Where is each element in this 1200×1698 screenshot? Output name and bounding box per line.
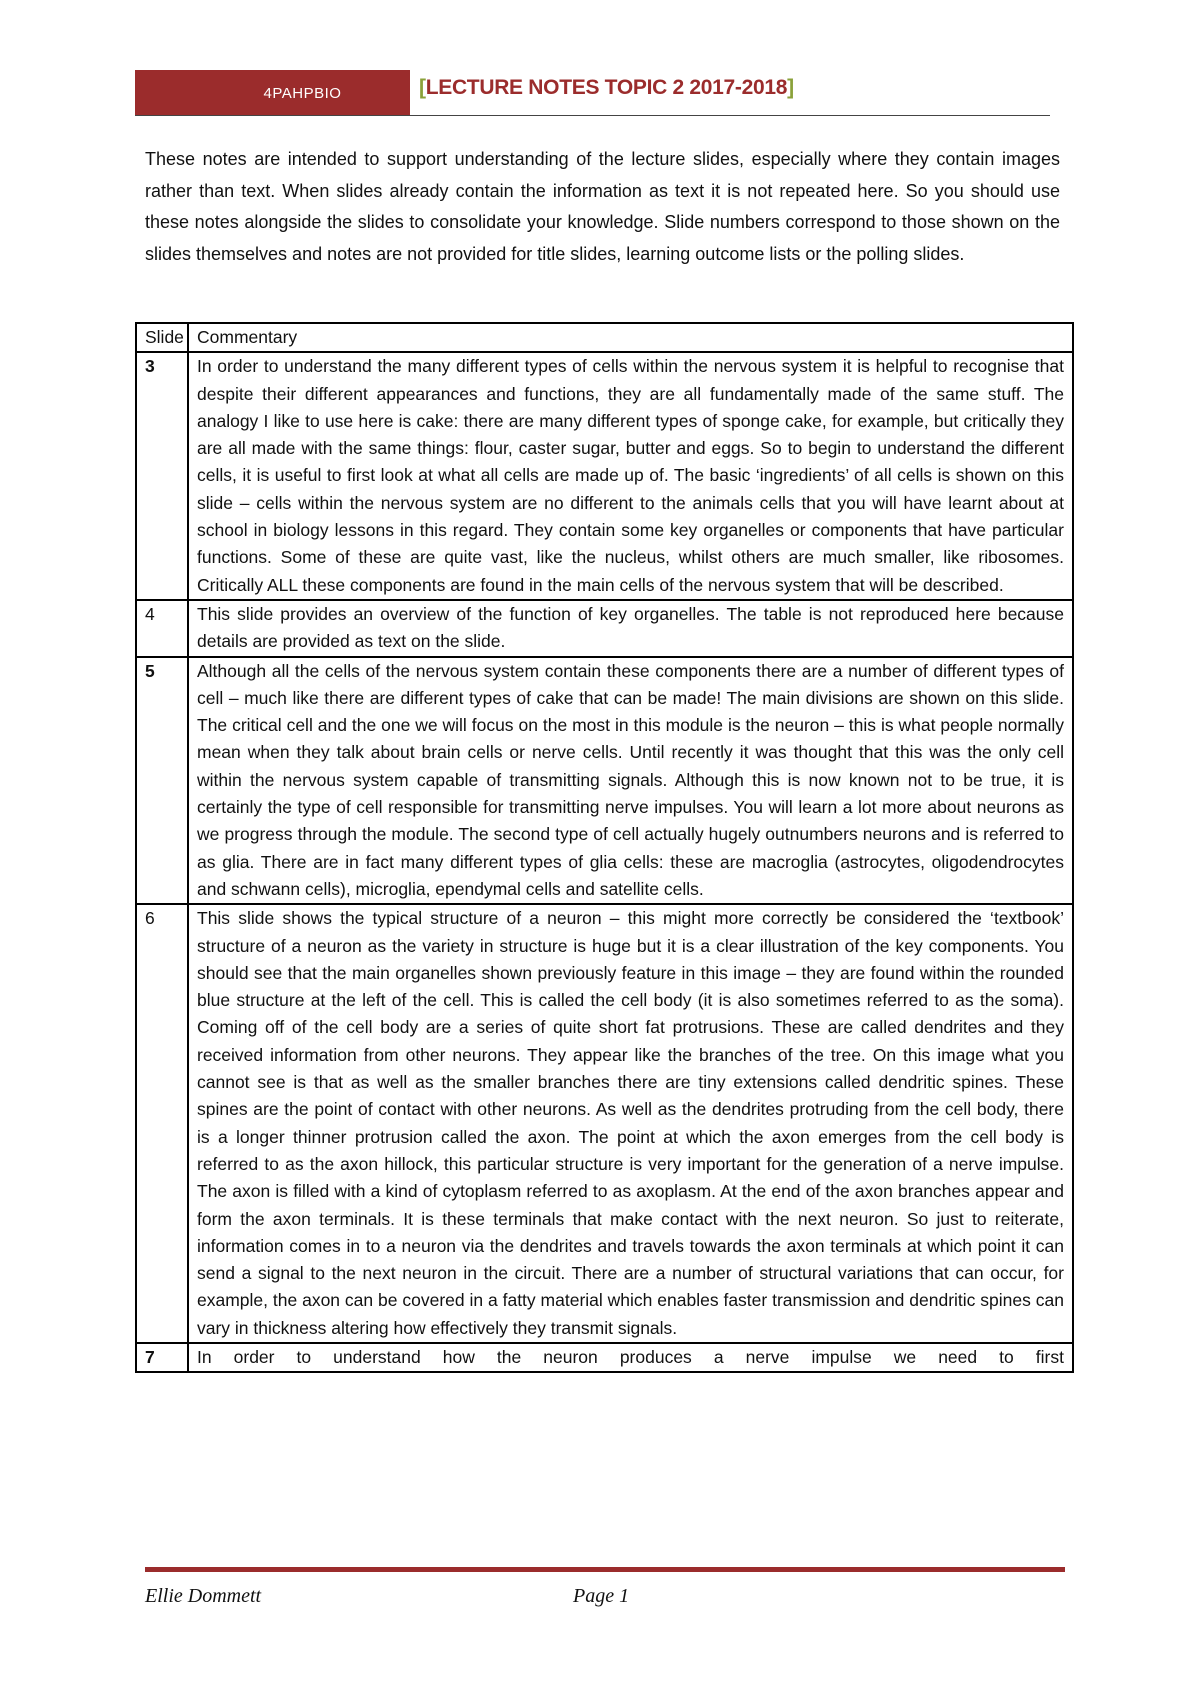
header-rule bbox=[135, 115, 1050, 116]
title-bracket-open: [ bbox=[419, 76, 426, 99]
commentary-cell: In order to understand how the neuron produces a nerve impulse we need to first bbox=[188, 1343, 1073, 1372]
slide-number: 4 bbox=[136, 600, 188, 657]
footer-rule bbox=[145, 1567, 1065, 1572]
table-row bbox=[136, 352, 1073, 600]
module-code-tab bbox=[135, 70, 410, 116]
commentary-cell: This slide provides an overview of the function of key organelles. The table is not reproduced here because details are provided as text on the slide. bbox=[188, 600, 1073, 657]
page-header bbox=[135, 70, 1050, 118]
table-row bbox=[136, 600, 1073, 657]
commentary-cell: In order to understand the many different types of cells within the nervous system it is helpful to recognise that despite their different appearances and functions, they are all fundamentally made of the same stuff. The analogy I like to use here is cake: there are many different types of sponge cake, for example, but critically they are all made with the same things: flour, caster sugar, butter and eggs. So to begin to understand the different cells, it is useful to first look at what all cells are made up of. The basic ‘ingredients’ of all cells is shown on this slide – cells within the nervous system are no different to the animals cells that you will have learnt about at school in biology lessons in this regard. They contain some key organelles or components that have particular functions. Some of these are quite vast, like the nucleus, whilst others are much smaller, like ribosomes. Critically ALL these components are found in the main cells of the nervous system that will be described. bbox=[188, 352, 1073, 600]
commentary-cell: Although all the cells of the nervous system contain these components there are a number of different types of cell – much like there are different types of cake that can be made! The main divisions are shown on this slide. The critical cell and the one we will focus on the most in this module is the neuron – this is what people normally mean when they talk about brain cells or nerve cells. Until recently it was thought that this was the only cell within the nervous system capable of transmitting signals. Although this is now known not to be true, it is certainly the type of cell responsible for transmitting nerve impulses. You will learn a lot more about neurons as we progress through the module. The second type of cell actually hugely outnumbers neurons and is referred to as glia. There are in fact many different types of glia cells: these are macroglia (astrocytes, oligodendrocytes and schwann cells), microglia, ependymal cells and satellite cells. bbox=[188, 657, 1073, 905]
slide-number: 6 bbox=[136, 904, 188, 1343]
notes-table bbox=[135, 322, 1074, 1373]
slide-number: 5 bbox=[136, 657, 188, 905]
footer-page-number: Page 1 bbox=[573, 1585, 630, 1607]
title-bracket-close: ] bbox=[787, 76, 794, 99]
notes-table-wrapper bbox=[135, 322, 1074, 1560]
table-row bbox=[136, 1343, 1073, 1372]
table-header-row bbox=[136, 323, 1073, 352]
header-commentary: Commentary bbox=[188, 323, 1073, 352]
table-row bbox=[136, 657, 1073, 905]
module-code: 4PAHPBIO bbox=[263, 84, 342, 102]
slide-number: 3 bbox=[136, 352, 188, 600]
header-slide: Slide bbox=[136, 323, 188, 352]
table-row bbox=[136, 904, 1073, 1343]
slide-number: 7 bbox=[136, 1343, 188, 1372]
document-title bbox=[419, 76, 794, 100]
commentary-cell: This slide shows the typical structure of a neuron – this might more correctly be considered the ‘textbook’ structure of a neuron as the variety in structure is huge but it is a clear illustration of the key components. You should see that the main organelles shown previously feature in this image – they are found within the rounded blue structure at the left of the cell. This is called the cell body (it is also sometimes referred to as the soma). Coming off of the cell body are a series of quite short fat protrusions. These are called dendrites and they received information from other neurons. They appear like the branches of the tree. On this image what you cannot see is that as well as the smaller branches there are tiny extensions called dendritic spines. These spines are the point of contact with other neurons. As well as the dendrites protruding from the cell body, there is a longer thinner protrusion called the axon. The point at which the axon emerges from the cell body is referred to as the axon hillock, this particular structure is very important for the generation of a nerve impulse. The axon is filled with a kind of cytoplasm referred to as axoplasm. At the end of the axon branches appear and form the axon terminals. It is these terminals that make contact with the next neuron. So just to reiterate, information comes in to a neuron via the dendrites and travels towards the axon terminals at which point it can send a signal to the next neuron in the circuit. There are a number of structural variations that can occur, for example, the axon can be covered in a fatty material which enables faster transmission and dendritic spines can vary in thickness altering how effectively they transmit signals. bbox=[188, 904, 1073, 1343]
footer-author: Ellie Dommett bbox=[145, 1585, 262, 1607]
intro-paragraph: These notes are intended to support understanding of the lecture slides, especially where they contain images rather than text. When slides already contain the information as text it is not repeated here. So you should use these notes alongside the slides to consolidate your knowledge. Slide numbers correspond to those shown on the slides themselves and notes are not provided for title slides, learning outcome lists or the polling slides. bbox=[145, 149, 1060, 264]
title-text: LECTURE NOTES TOPIC 2 2017-2018 bbox=[425, 76, 788, 99]
